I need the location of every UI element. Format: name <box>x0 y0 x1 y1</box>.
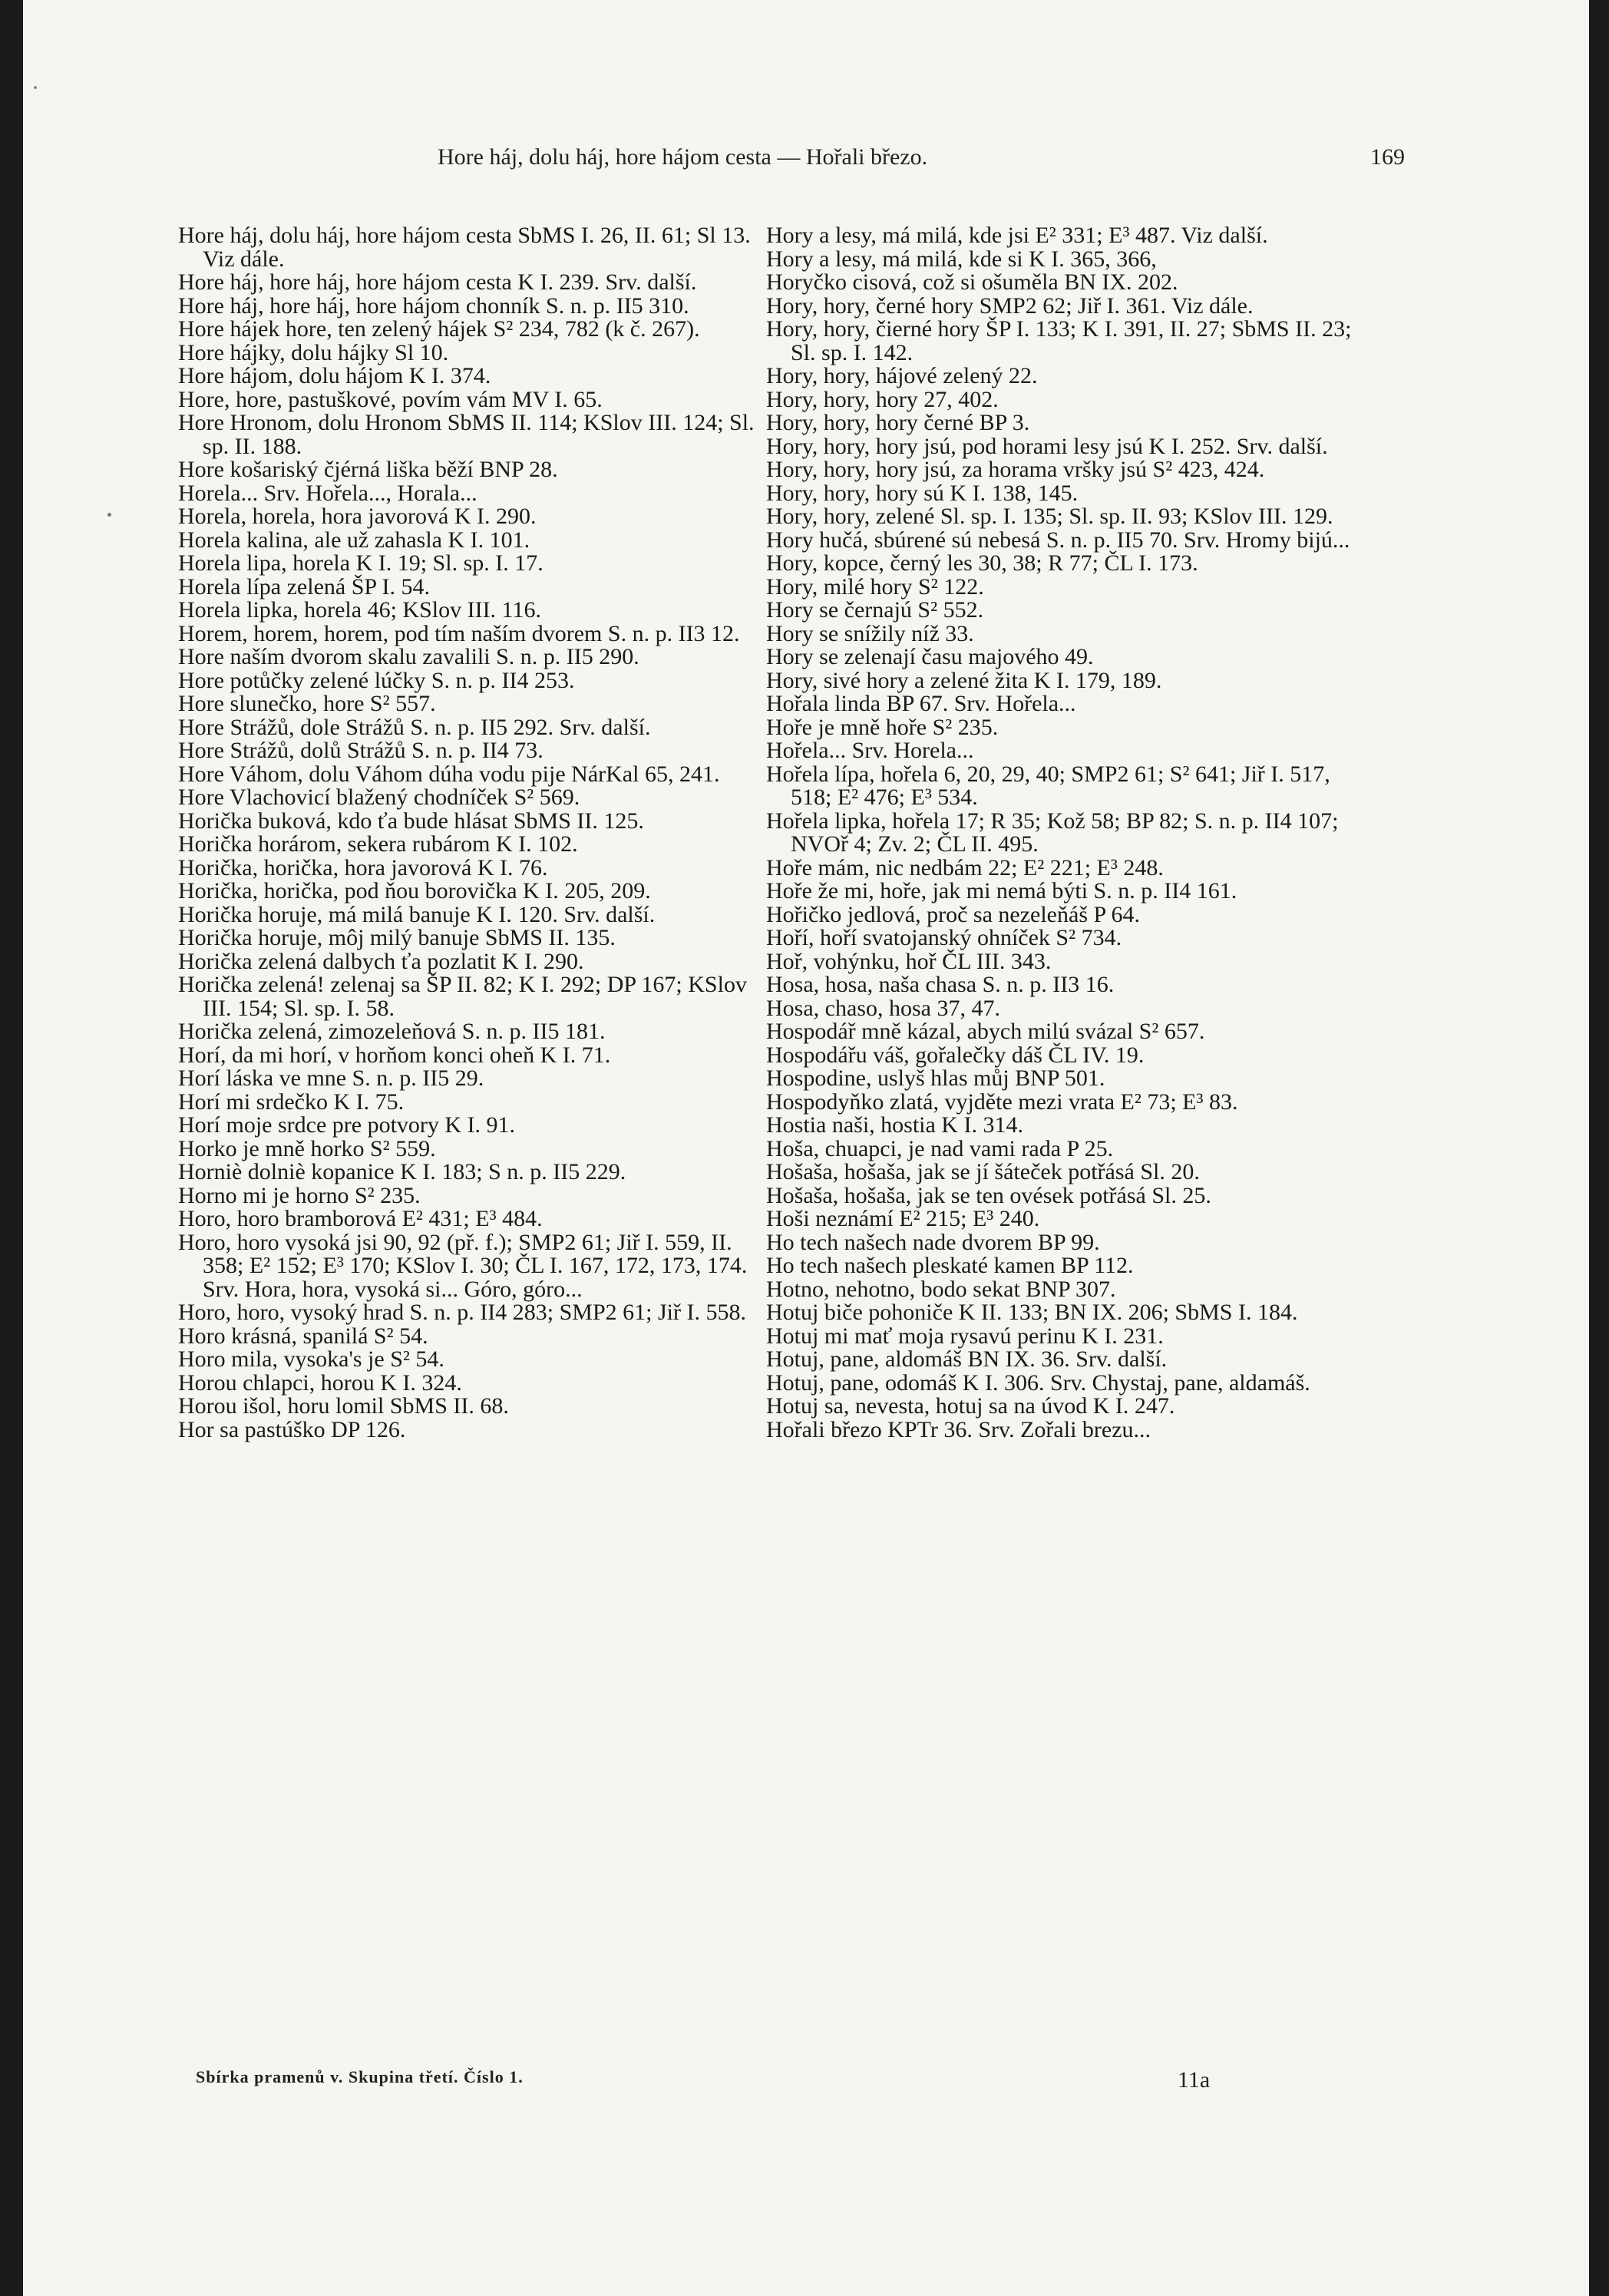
index-entry: Hořela... Srv. Horela... <box>766 738 974 763</box>
index-entry: Horo mila, vysoka's je S² 54. <box>178 1346 444 1372</box>
index-entry: Horička horuje, môj milý banuje SbMS II. 135. <box>178 925 616 950</box>
index-entry: Hospodář mně kázal, abych milú svázal S² 657. <box>766 1019 1205 1044</box>
index-entry: Horí, da mi horí, v horňom konci oheň K I. 71. <box>178 1042 611 1068</box>
index-entry: Horela kalina, ale už zahasla K I. 101. <box>178 527 530 553</box>
index-entry: Hore Strážů, dole Strážů S. n. p. II5 292. Srv. další. <box>178 714 651 740</box>
index-entry: Hotuj, pane, odomáš K I. 306. Srv. Chystaj, pane, aldamáš. <box>766 1369 1310 1396</box>
index-entry: Hore háj, hore háj, hore hájom chonník S. n. p. II5 310. <box>178 292 689 319</box>
index-entry: Hospodine, uslyš hlas můj BNP 501. <box>766 1065 1105 1091</box>
index-entry: Horou išol, horu lomil SbMS II. 68. <box>178 1393 509 1419</box>
index-entry: Hory a lesy, má milá, kde si K I. 365, 366, <box>766 246 1157 272</box>
index-entry: Horniè dolniè kopanice K I. 183; S n. p. II5 229. <box>178 1159 626 1184</box>
index-entry: Hory, sivé hory a zelené žita K I. 179, 189. <box>766 667 1162 693</box>
index-entry: Horo krásná, spanilá S² 54. <box>178 1323 428 1349</box>
index-entry: Hoří, hoří svatojanský ohníček S² 734. <box>766 925 1122 950</box>
index-entry: Hory, hory, hory sú K I. 138, 145. <box>766 480 1079 506</box>
index-entry: Hošaša, hošaša, jak se ten ovések potřásá Sl. 25. <box>766 1182 1211 1208</box>
right-column <box>766 224 1373 1442</box>
index-entry: Hore slunečko, hore S² 557. <box>178 691 436 716</box>
index-entry: Hořela lípa, hořela 6, 20, 29, 40; SMP2 61; S² 641; Jiř I. 517, 518; E² 476; E³ 534. <box>766 761 1330 810</box>
index-entry: Hore, hore, pastuškové, povím vám MV I. 65. <box>178 386 603 412</box>
index-entry: Hore naším dvorom skalu zavalili S. n. p. II5 290. <box>178 644 639 669</box>
index-entry: Hořala linda BP 67. Srv. Hořela... <box>766 691 1076 716</box>
index-entry: Ho tech našech nade dvorem BP 99. <box>766 1229 1100 1255</box>
index-entry: Horička zelená, zimozeleňová S. n. p. II5 181. <box>178 1019 606 1044</box>
scan-speck <box>34 86 37 89</box>
index-entry: Horí mi srdečko K I. 75. <box>178 1089 405 1115</box>
index-entry: Hory se zelenají času majového 49. <box>766 644 1094 669</box>
index-entry: Hory hučá, sbúrené sú nebesá S. n. p. II5 70. Srv. Hromy bijú... <box>766 527 1350 553</box>
index-entry: Horela lipa, horela K I. 19; Sl. sp. I. 17. <box>178 550 543 576</box>
index-entry: Horička horuje, má milá banuje K I. 120. Srv. další. <box>178 901 656 927</box>
page-number: 169 <box>1370 144 1405 170</box>
index-entry: Hore hájky, dolu hájky Sl 10. <box>178 339 449 365</box>
index-entry: Hory, hory, hory 27, 402. <box>766 386 999 412</box>
index-entry: Hore Váhom, dolu Váhom dúha vodu pije NárKal 65, 241. <box>178 761 720 787</box>
index-entry: Horo, horo vysoká jsi 90, 92 (př. f.); SMP2 61; Jiř I. 559, II. 358; E² 152; E³ 170; KSlov I. 30; ČL I. 167, 172, 173, 174. Srv. Hora, hora, vysoká si... Góro, góro... <box>178 1229 748 1302</box>
index-entry: Horno mi je horno S² 235. <box>178 1182 421 1208</box>
index-entry: Hotuj biče pohoniče K II. 133; BN IX. 206; SbMS I. 184. <box>766 1300 1298 1325</box>
left-column <box>178 224 773 1442</box>
index-entry: Hore potůčky zelené lúčky S. n. p. II4 253. <box>178 667 575 693</box>
index-entry: Horička zelená dalbych ťa pozlatit K I. 290. <box>178 948 584 974</box>
index-entry: Horička, horička, pod ňou borovička K I. 205, 209. <box>178 878 651 904</box>
index-entry: Horela... Srv. Hořela..., Horala... <box>178 480 477 506</box>
index-entry: Hory, hory, hory jsú, za horama vršky jsú S² 423, 424. <box>766 457 1265 482</box>
index-entry: Hor sa pastúško DP 126. <box>178 1416 406 1442</box>
index-entry: Horem, horem, horem, pod tím naším dvorem S. n. p. II3 12. <box>178 620 740 646</box>
index-entry: Hosa, chaso, hosa 37, 47. <box>766 995 1000 1021</box>
index-entry: Hore Vlachovicí blažený chodníček S² 569. <box>178 785 580 810</box>
index-entry: Hospodářu váš, gořalečky dáš ČL IV. 19. <box>766 1042 1145 1068</box>
index-entry: Hořičko jedlová, proč sa nezeleňáš P 64. <box>766 901 1141 927</box>
index-entry: Horo, horo bramborová E² 431; E³ 484. <box>178 1206 543 1231</box>
index-entry: Hořali březo KPTr 36. Srv. Zořali brezu... <box>766 1416 1151 1442</box>
index-entry: Hore košariský čjérná liška běží BNP 28. <box>178 457 558 482</box>
index-entry: Hory, hory, čierné hory ŠP I. 133; K I. 391, II. 27; SbMS II. 23; Sl. sp. I. 142. <box>766 316 1352 365</box>
index-entry: Hory, hory, černé hory SMP2 62; Jiř I. 361. Viz dále. <box>766 292 1254 319</box>
index-entry: Hory, milé hory S² 122. <box>766 573 984 600</box>
index-entry: Hošaša, hošaša, jak se jí šáteček potřásá Sl. 20. <box>766 1159 1200 1184</box>
index-entry: Hoře mám, nic nedbám 22; E² 221; E³ 248. <box>766 854 1164 880</box>
index-entry: Hotuj sa, nevesta, hotuj sa na úvod K I. 247. <box>766 1393 1175 1419</box>
index-entry: Hotuj mi mať moja rysavú perinu K I. 231. <box>766 1323 1164 1349</box>
index-entry: Horko je mně horko S² 559. <box>178 1135 436 1161</box>
index-entry: Hory, hory, hory jsú, pod horami lesy jsú K I. 252. Srv. další. <box>766 433 1328 459</box>
margin-dot <box>107 513 111 517</box>
index-entry: Horela lípa zelená ŠP I. 54. <box>178 573 430 600</box>
index-entry: Hoř, vohýnku, hoř ČL III. 343. <box>766 948 1052 974</box>
index-entry: Hoře je mně hoře S² 235. <box>766 714 999 740</box>
index-entry: Hotno, nehotno, bodo sekat BNP 307. <box>766 1276 1116 1302</box>
index-entry: Hore hájom, dolu hájom K I. 374. <box>178 363 491 388</box>
index-entry: Hostia naši, hostia K I. 314. <box>766 1112 1023 1138</box>
index-entry: Hore Strážů, dolů Strážů S. n. p. II4 73. <box>178 738 543 763</box>
series-footer: Sbírka pramenů v. Skupina třetí. Číslo 1. <box>196 2067 524 2086</box>
index-entry: Horela lipka, horela 46; KSlov III. 116. <box>178 597 541 623</box>
index-entry: Hore Hronom, dolu Hronom SbMS II. 114; KSlov III. 124; Sl. sp. II. 188. <box>178 410 755 459</box>
index-entry: Hory, hory, hory černé BP 3. <box>766 410 1030 435</box>
index-entry: Hory se černajú S² 552. <box>766 597 984 623</box>
index-entry: Horička buková, kdo ťa bude hlásat SbMS II. 125. <box>178 808 644 834</box>
index-entry: Horí moje srdce pre potvory K I. 91. <box>178 1112 516 1138</box>
index-entry: Hospodyňko zlatá, vyjděte mezi vrata E² 73; E³ 83. <box>766 1089 1238 1115</box>
index-entry: Horí láska ve mne S. n. p. II5 29. <box>178 1065 484 1091</box>
index-entry: Ho tech našech pleskaté kamen BP 112. <box>766 1253 1134 1278</box>
index-entry: Hore háj, dolu háj, hore hájom cesta SbMS I. 26, II. 61; Sl 13. Viz dále. <box>178 223 751 272</box>
index-entry: Horyčko cisová, což si ošuměla BN IX. 202. <box>766 269 1178 295</box>
header-title: Hore háj, dolu háj, hore hájom cesta — Hořali březo. <box>438 144 928 170</box>
index-entry: Hory se snížily níž 33. <box>766 620 974 646</box>
index-entry: Hory, hory, hájové zelený 22. <box>766 363 1038 388</box>
index-entry: Horička horárom, sekera rubárom K I. 102. <box>178 831 578 857</box>
index-entry: Horička, horička, hora javorová K I. 76. <box>178 854 548 880</box>
index-entry: Hory a lesy, má milá, kde jsi E² 331; E³ 487. Viz další. <box>766 223 1268 248</box>
index-entry: Horo, horo, vysoký hrad S. n. p. II4 283; SMP2 61; Jiř I. 558. <box>178 1300 746 1325</box>
index-entry: Hoši neznámí E² 215; E³ 240. <box>766 1206 1040 1231</box>
index-entry: Hore háj, hore háj, hore hájom cesta K I. 239. Srv. další. <box>178 269 697 295</box>
signature-mark: 11a <box>1178 2067 1211 2093</box>
index-entry: Hotuj, pane, aldomáš BN IX. 36. Srv. další. <box>766 1346 1168 1372</box>
index-entry: Hoša, chuapci, je nad vami rada P 25. <box>766 1135 1114 1161</box>
index-entry: Hore hájek hore, ten zelený hájek S² 234, 782 (k č. 267). <box>178 316 700 342</box>
index-entry: Horička zelená! zelenaj sa ŠP II. 82; K I. 292; DP 167; KSlov III. 154; Sl. sp. I. 58. <box>178 972 747 1021</box>
index-entry: Horou chlapci, horou K I. 324. <box>178 1369 462 1396</box>
index-entry: Hořela lipka, hořela 17; R 35; Kož 58; BP 82; S. n. p. II4 107; NVOř 4; Zv. 2; ČL II. 495. <box>766 808 1339 857</box>
index-entry: Hosa, hosa, naša chasa S. n. p. II3 16. <box>766 972 1115 997</box>
book-page <box>23 0 1589 2296</box>
index-entry: Hoře že mi, hoře, jak mi nemá býti S. n. p. II4 161. <box>766 878 1237 904</box>
index-entry: Hory, kopce, černý les 30, 38; R 77; ČL I. 173. <box>766 550 1198 576</box>
index-entry: Hory, hory, zelené Sl. sp. I. 135; Sl. sp. II. 93; KSlov III. 129. <box>766 504 1333 529</box>
index-entry: Horela, horela, hora javorová K I. 290. <box>178 504 537 529</box>
